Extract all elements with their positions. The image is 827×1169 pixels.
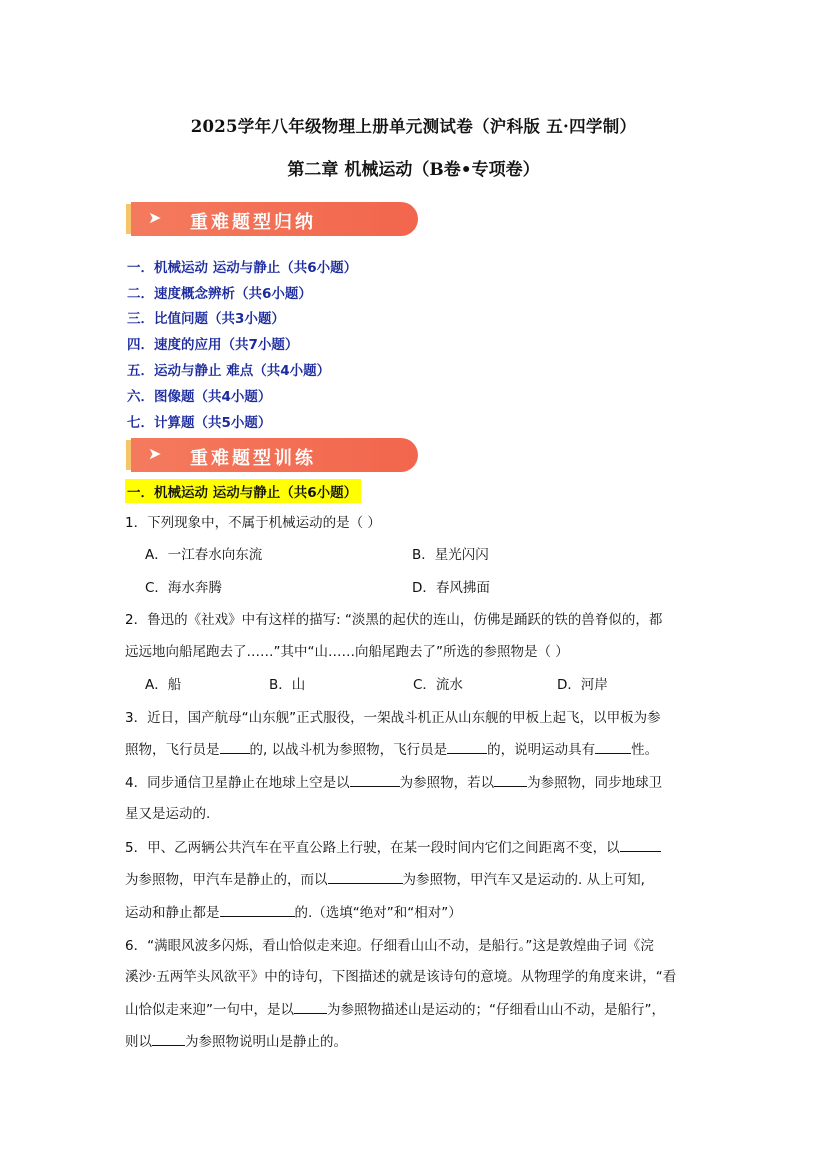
question-6-line-4 xyxy=(125,1030,347,1050)
question-4-text: 为参照物，若以 xyxy=(399,775,495,791)
toc-item-3[interactable]: 三．比值问题（共3小题） xyxy=(127,311,285,327)
answer-blank[interactable] xyxy=(220,739,250,754)
section-banner-summary xyxy=(126,202,418,236)
toc-item-2[interactable]: 二．速度概念辨析（共6小题） xyxy=(127,286,312,302)
question-5-line-1 xyxy=(125,836,661,856)
question-3-line-1: 3．近日，国产航母“山东舰”正式服役，一架战斗机正从山东舰的甲板上起飞，以甲板为参 xyxy=(125,710,661,726)
answer-blank[interactable] xyxy=(620,837,661,852)
banner-label: 重难题型归纳 xyxy=(190,212,316,233)
answer-blank[interactable] xyxy=(328,869,403,884)
question-2-option-b[interactable]: B．山 xyxy=(269,677,306,693)
question-5-text: 运动和静止都是 xyxy=(125,905,220,921)
toc-item-6[interactable]: 六．图像题（共4小题） xyxy=(127,389,272,405)
question-1-stem: 1．下列现象中，不属于机械运动的是（ ） xyxy=(125,515,381,531)
document-title: 2025学年八年级物理上册单元测试卷（沪科版 五·四学制） xyxy=(190,117,637,136)
question-6-line-2: 溪沙·五两竿头风欲平》中的诗句，下图描述的就是该诗句的意境。从物理学的角度来讲，“看 xyxy=(125,969,677,985)
question-4-line-1 xyxy=(125,771,662,791)
question-2-option-a[interactable]: A．船 xyxy=(145,677,182,693)
question-1-option-a[interactable]: A．一江春水向东流 xyxy=(145,547,263,563)
answer-blank[interactable] xyxy=(350,772,400,787)
question-2-line-2: 远远地向船尾跑去了……”其中“山……向船尾跑去了”所选的参照物是（ ） xyxy=(125,644,569,660)
answer-blank[interactable] xyxy=(294,999,327,1014)
toc-item-1[interactable]: 一．机械运动 运动与静止（共6小题） xyxy=(127,260,358,276)
question-2-option-c[interactable]: C．流水 xyxy=(413,677,463,693)
question-1-option-b[interactable]: B．星光闪闪 xyxy=(412,547,489,563)
answer-blank[interactable] xyxy=(595,739,631,754)
question-3-text: 照物，飞行员是 xyxy=(125,742,220,758)
question-5-line-3 xyxy=(125,901,462,921)
arrow-right-icon: ➤ xyxy=(148,444,162,463)
question-5-text: 为参照物，甲汽车又是运动的. 从上可知, xyxy=(402,872,645,888)
question-6-text: 山恰似走来迎”一句中，是以 xyxy=(125,1002,294,1018)
section-banner-practice xyxy=(126,438,418,472)
document-subtitle: 第二章 机械运动（B卷•专项卷） xyxy=(287,160,540,180)
question-3-text: 的，说明运动具有 xyxy=(487,742,596,758)
question-6-text: 为参照物说明山是静止的。 xyxy=(185,1034,347,1050)
answer-blank[interactable] xyxy=(447,739,487,754)
question-6-text: 为参照物描述山是运动的；“仔细看山山不动，是船行”， xyxy=(327,1002,665,1018)
section-heading: 一．机械运动 运动与静止（共6小题） xyxy=(125,479,361,503)
question-6-line-3 xyxy=(125,998,665,1018)
question-6-text: 则以 xyxy=(125,1034,152,1050)
answer-blank[interactable] xyxy=(494,772,527,787)
toc-item-5[interactable]: 五．运动与静止 难点（共4小题） xyxy=(127,363,331,379)
question-5-text: 5．甲、乙两辆公共汽车在平直公路上行驶，在某一段时间内它们之间距离不变，以 xyxy=(125,840,620,856)
arrow-right-icon: ➤ xyxy=(148,208,162,227)
toc-item-4[interactable]: 四．速度的应用（共7小题） xyxy=(127,337,299,353)
question-4-text: 为参照物，同步地球卫 xyxy=(527,775,663,791)
question-6-line-1: 6．“满眼风波多闪烁，看山恰似走来迎。仔细看山山不动，是船行。”这是敦煌曲子词《浣 xyxy=(125,938,654,954)
question-4-text: 4．同步通信卫星静止在地球上空是以 xyxy=(125,775,350,791)
banner-label: 重难题型训练 xyxy=(190,448,316,469)
question-3-line-2 xyxy=(125,738,658,758)
question-5-text: 的.（选填“绝对”和“相对”） xyxy=(294,905,462,921)
toc-item-7[interactable]: 七．计算题（共5小题） xyxy=(127,415,272,431)
question-4-line-2: 星又是运动的. xyxy=(125,806,211,822)
question-1-option-d[interactable]: D．春风拂面 xyxy=(412,580,490,596)
question-2-line-1: 2．鲁迅的《社戏》中有这样的描写: “淡黑的起伏的连山，仿佛是踊跃的铁的兽脊似的，都 xyxy=(125,612,663,628)
question-2-option-d[interactable]: D．河岸 xyxy=(557,677,608,693)
question-3-text: 性。 xyxy=(631,742,659,758)
answer-blank[interactable] xyxy=(220,902,295,917)
question-1-option-c[interactable]: C．海水奔腾 xyxy=(145,580,222,596)
question-3-text: 的, 以战斗机为参照物，飞行员是 xyxy=(249,742,448,758)
question-5-text: 为参照物，甲汽车是静止的，而以 xyxy=(125,872,328,888)
question-5-line-2 xyxy=(125,868,645,888)
answer-blank[interactable] xyxy=(152,1031,185,1046)
